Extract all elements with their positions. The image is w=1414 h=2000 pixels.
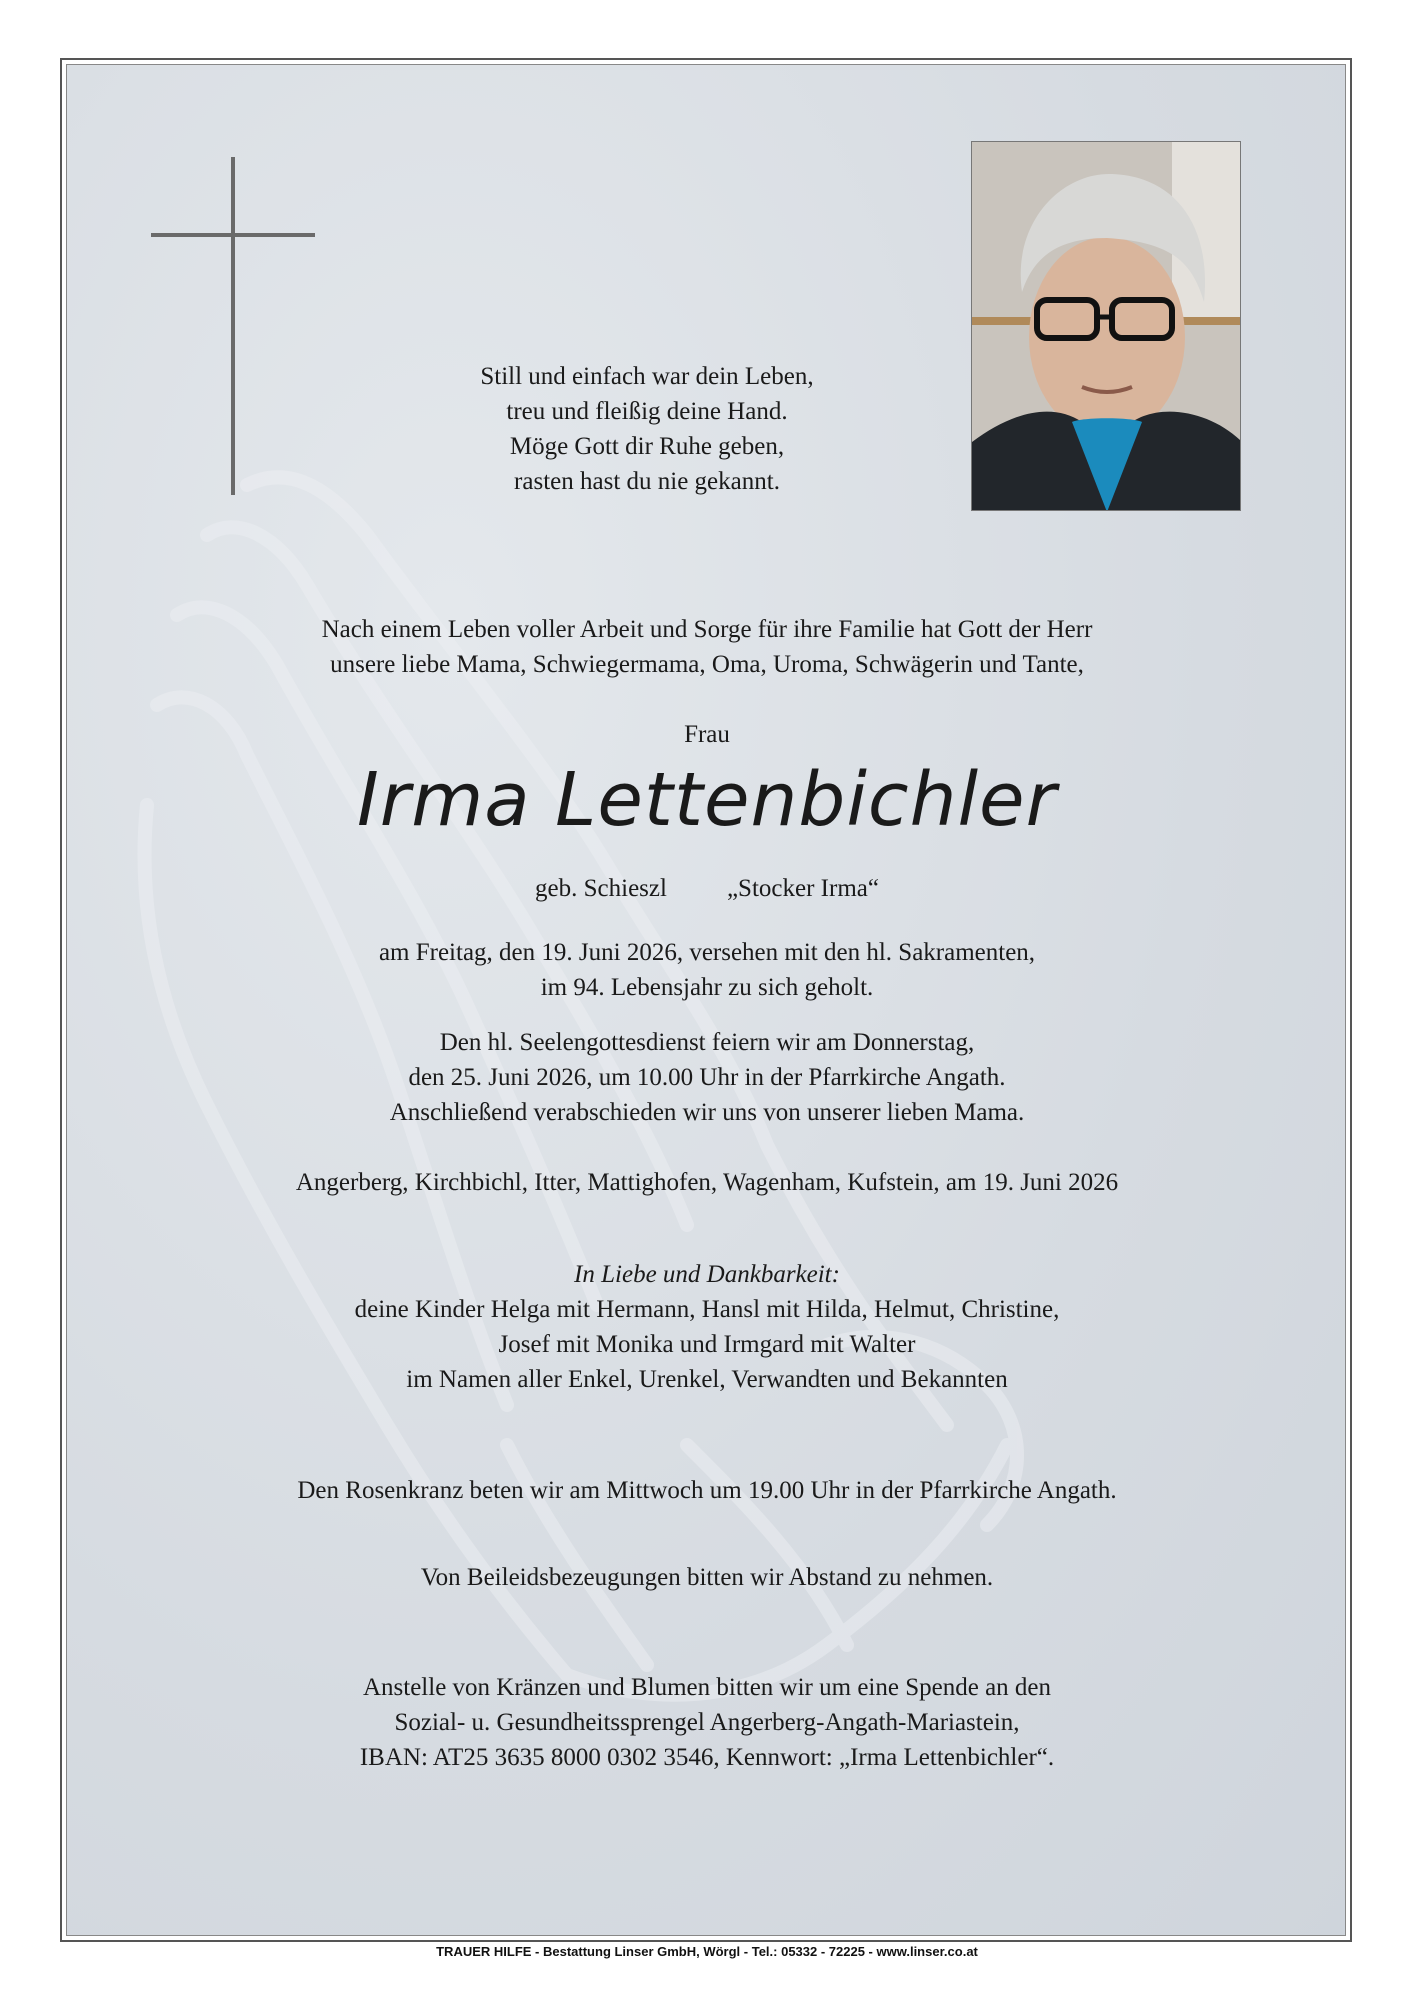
mourners-line: deine Kinder Helga mit Hermann, Hansl mit Hilda, Helmut, Christine, — [354, 1296, 1060, 1323]
intro-line: unsere liebe Mama, Schwiegermama, Oma, Uroma, Schwägerin und Tante, — [330, 651, 1084, 678]
funeral-home-footer: TRAUER HILFE - Bestattung Linser GmbH, Wörgl - Tel.: 05332 - 72225 - www.linser.co.at — [436, 1944, 978, 1959]
title-prefix: Frau — [684, 721, 730, 748]
service-info — [67, 1025, 1346, 1130]
mourners-line: Josef mit Monika und Irmgard mit Walter — [498, 1331, 916, 1358]
poem-line: rasten hast du nie gekannt. — [514, 468, 780, 495]
service-line: den 25. Juni 2026, um 10.00 Uhr in der Pfarrkirche Angath. — [408, 1064, 1006, 1091]
mourners-heading: In Liebe und Dankbarkeit: — [574, 1261, 840, 1288]
poem-line: Still und einfach war dein Leben, — [480, 363, 814, 390]
obituary-card — [66, 64, 1346, 1936]
poem-line: Möge Gott dir Ruhe geben, — [509, 433, 785, 460]
donation-line: Sozial- u. Gesundheitssprengel Angerberg-Angath-Mariastein, — [394, 1709, 1020, 1736]
place-date: Angerberg, Kirchbichl, Itter, Mattighofen, Wagenham, Kufstein, am 19. Juni 2026 — [295, 1169, 1119, 1196]
death-line: am Freitag, den 19. Juni 2026, versehen mit den hl. Sakramenten, — [378, 939, 1036, 966]
donation-info — [67, 1670, 1346, 1775]
death-line: im 94. Lebensjahr zu sich geholt. — [540, 974, 874, 1001]
memorial-poem — [66, 359, 1287, 499]
donation-line: IBAN: AT25 3635 8000 0302 3546, Kennwort: „Irma Lettenbichler“. — [359, 1744, 1055, 1771]
service-line: Den hl. Seelengottesdienst feiern wir am Donnerstag, — [439, 1029, 975, 1056]
intro-text — [67, 612, 1346, 682]
rosary-info: Den Rosenkranz beten wir am Mittwoch um 19.00 Uhr in der Pfarrkirche Angath. — [297, 1477, 1117, 1504]
mourners-line: im Namen aller Enkel, Urenkel, Verwandten und Bekannten — [406, 1366, 1008, 1393]
birth-name: geb. Schieszl — [535, 875, 667, 902]
deceased-name: Irma Lettenbichler — [356, 757, 1058, 843]
intro-line: Nach einem Leben voller Arbeit und Sorge für ihre Familie hat Gott der Herr — [321, 616, 1093, 643]
poem-line: treu und fleißig deine Hand. — [506, 398, 788, 425]
birth-info — [67, 871, 1346, 906]
nickname: „Stocker Irma“ — [726, 875, 879, 902]
condolence-note: Von Beileidsbezeugungen bitten wir Abstand zu nehmen. — [420, 1564, 994, 1591]
mourners-list — [67, 1292, 1346, 1397]
service-line: Anschließend verabschieden wir uns von unserer lieben Mama. — [389, 1099, 1025, 1126]
death-notice — [67, 935, 1346, 1005]
donation-line: Anstelle von Kränzen und Blumen bitten wir um eine Spende an den — [362, 1674, 1052, 1701]
